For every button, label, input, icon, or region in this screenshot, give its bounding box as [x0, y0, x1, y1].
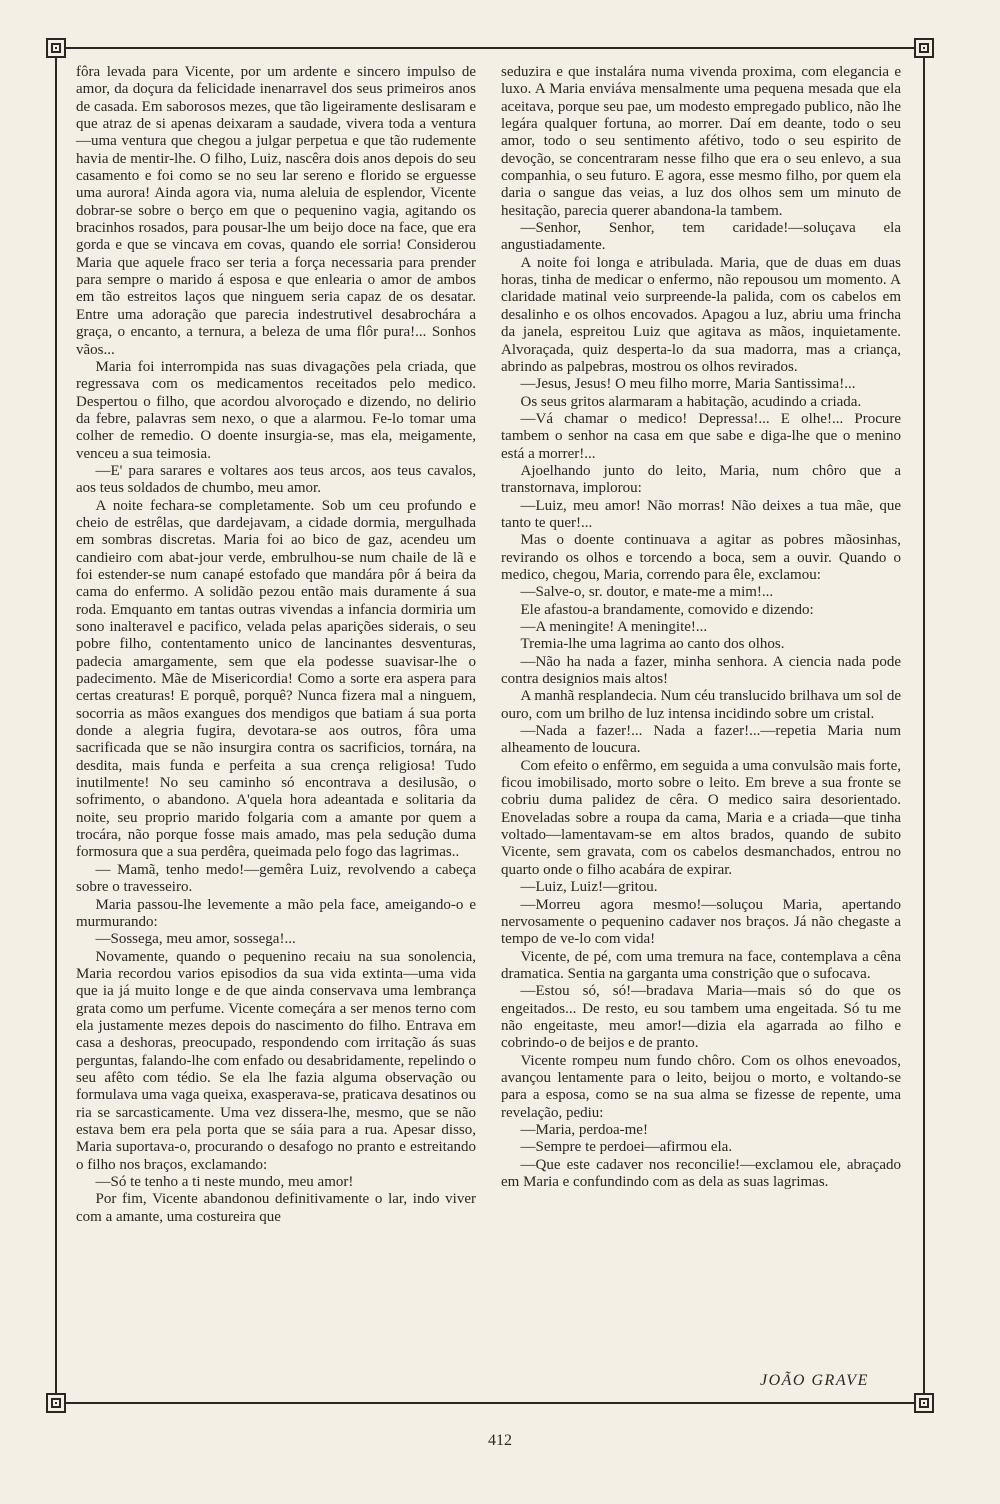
paragraph: —A meningite! A meningite!...	[520, 619, 708, 635]
paragraph: Ajoelhando junto do leito, Maria, num chôro que a transtornava, implorou:	[501, 462, 901, 497]
paragraph: Novamente, quando o pequenino recaiu na sua sonolencia, Maria recordou varios episodios da sua vida extinta—uma vida que ia já muito longe e de que ainda conservava uma lembrança grata como um perfume. Vicente começára a ser menos terno com ela justamente mezes depois do nascimento do filho. Entrava em casa a deshoras, preocupado, respondendo com irritação ás suas perguntas, falando-lhe com enfado ou desabridamente, repelindo o seu afêto com tédio. Se ela lhe fazia alguma observação ou formulava uma vaga queixa, exasperava-se, praticava desatinos ou ria se sarcasticamente. Uma vez dissera-lhe, mesmo, que se não estava bem era pela porta que se sáia para a rua. Apesar disso, Maria suportava-o, procurando o desafogo no pranto e estreitando o filho nos braços, exclamando:	[76, 948, 476, 1173]
paragraph: Maria passou-lhe levemente a mão pela face, ameigando-o e murmurando:	[76, 896, 476, 930]
paragraph: —Luiz, meu amor! Não morras! Não deixes a tua mãe, que tanto te quer!...	[501, 497, 901, 531]
paragraph: — Mamã, tenho medo!—gemêra Luiz, revolvendo a cabeça sobre o travesseiro.	[76, 861, 476, 896]
paragraph: —Sempre te perdoei—afirmou ela.	[520, 1139, 733, 1156]
paragraph: —Que este cadaver nos reconcilie!—exclamou ele, abraçado em Maria e confundindo com as dela as suas lagrimas.	[501, 1156, 901, 1190]
paragraph: —E' para sarares e voltares aos teus arcos, aos teus cavalos, aos teus soldados de chumbo, meu amor.	[76, 462, 476, 497]
frame-bottom-rule	[56, 1402, 924, 1404]
frame-right-rule	[923, 56, 925, 1394]
paragraph: Por fim, Vicente abandonou definitivamente o lar, indo viver com a amante, uma costureira que	[76, 1191, 476, 1225]
corner-ornament-top-right	[914, 38, 934, 58]
page-number: 412	[488, 1432, 512, 1449]
paragraph: —Vá chamar o medico! Depressa!... E olhe!... Procure tambem o senhor na casa em que sabe e diga-lhe que o menino está a morrer!...	[501, 410, 901, 462]
paragraph: seduzira e que instalára numa vivenda proxima, com elegancia e luxo. A Maria enviáva mensalmente uma pequena mesada que ela aceitava, porque seu pae, um modesto empregado publico, não lhe legára qualquer fortuna, ao morrer. Daí em deante, todo o seu amor, todo o seu sentimento afétivo, todo o seu espirito de devoção, se concentraram nesse filho que era o seu enlevo, a sua companhia, o seu futuro. E agora, esse mesmo filho, por quem ela daria o sangue das veias, a luz dos olhos sem um minuto de hesitação, parecia querer abandona-la tambem.	[501, 64, 901, 219]
paragraph: A noite fechara-se completamente. Sob um ceu profundo e cheio de estrêlas, que dardejavam, a cidade dormia, mergulhada em sombras discretas. Maria foi ao bico de gaz, acendeu um candieiro com abat-jour verde, embrulhou-se num chaile de lã e foi estender-se num canapé estofado que mandára pôr á beira da cama do enfermo. A solidão pezou então mais duramente á sua roda. Emquanto em tantas outras vivendas a infancia dormiria um sono inalteravel e pacifico, velada pelas aparições siderais, o seu pobre filho, contentamento unico de lancinantes desventuras, padecia amargamente, sem que ela podesse suavisar-lhe o padecimento. Mãe de Misericordia! Como a sorte era aspera para certas creaturas! E porquê, porquê? Nunca fizera mal a ninguem, socorria as mãos exangues dos mendigos que batiam á sua porta donde a alegria fugira, devotara-se aos outros, fôra uma sacrificada que se não insurgira contra os sacrificios, tornára, na desdita, mais funda e perfeita a sua crença religiosa! Tudo inutilmente! No seu caminho só encontrava a desilusão, o sofrimento, o abandono. A'quela hora adeantada e solitaria da noite, seu proprio marido folgaria com a amante por quem a trocára, não porque fosse mais amado, mas pela sedução duma formosura que a sua perdêra, queimada pelo fogo das lagrimas..	[76, 497, 476, 861]
paragraph: —Maria, perdoa-me!	[520, 1121, 648, 1138]
paragraph: —Jesus, Jesus! O meu filho morre, Maria Santissima!...	[520, 376, 856, 393]
frame-left-rule	[55, 56, 57, 1394]
paragraph: A manhã resplandecia. Num céu translucido brilhava um sol de ouro, com um brilho de luz intensa incidindo sobre um cristal.	[501, 688, 901, 722]
paragraph: —Morreu agora mesmo!—soluçou Maria, apertando nervosamente o pequenino cadaver nos braços. Já não chegaste a tempo de ve-lo com vida!	[501, 896, 901, 948]
paragraph: Maria foi interrompida nas suas divagações pela criada, que regressava com os medicamentos receitados pelo medico. Despertou o filho, que acordou alvoroçado e dizendo, no delirio da febre, palavras sem nexo, o que a alarmou. Fe-lo tomar uma colher de remedio. O doente insurgia-se, mas ela, meigamente, venceu a sua teimosia.	[76, 358, 476, 462]
paragraph: —Nada a fazer!... Nada a fazer!...—repetia Maria num alheamento de loucura.	[501, 723, 901, 757]
paragraph: Tremia-lhe uma lagrima ao canto dos olhos.	[520, 636, 785, 653]
paragraph: Vicente rompeu num fundo chôro. Com os olhos enevoados, avançou lentamente para o leito, beijou o morto, e voltando-se para a esposa, como se na sua alma se fizesse de repente, uma revelação, pediu:	[501, 1052, 901, 1121]
paragraph: Mas o doente continuava a agitar as pobres mãosinhas, revirando os olhos e torcendo a boca, sem a ouvir. Quando o medico, chegou, Maria, correndo para êle, exclamou:	[501, 532, 901, 583]
paragraph: —Salve-o, sr. doutor, e mate-me a mim!...	[520, 584, 774, 601]
paragraph: Ele afastou-a brandamente, comovido e dizendo:	[520, 601, 814, 618]
corner-ornament-bottom-left	[46, 1393, 66, 1413]
right-column	[501, 64, 901, 1191]
paragraph: A noite foi longa e atribulada. Maria, que de duas em duas horas, tinha de medicar o enfermo, não repousou um momento. A claridade matinal veio surpreende-la palida, com os cabelos em desalinho e os olhos encovados. Apagou a luz, abriu uma frincha da janela, espreitou Luiz que agitava as mãos, inquietamente. Alvoraçada, quiz desperta-lo da sua madorra, mas a criança, abrindo as palpebras, mostrou os olhos revirados.	[501, 254, 901, 375]
paragraph: —Sossega, meu amor, sossega!...	[95, 931, 296, 948]
frame-top-rule	[56, 47, 924, 49]
paragraph: —Não ha nada a fazer, minha senhora. A ciencia nada pode contra designios mais altos!	[501, 653, 901, 688]
author-signature: JOÃO GRAVE	[760, 1372, 869, 1389]
paragraph: Com efeito o enfêrmo, em seguida a uma convulsão mais forte, ficou imobilisado, morto sobre o leito. Em breve a sua fronte se cobriu duma palidez de cêra. O medico saira desorientado. Enoveladas sobre a roupa da cama, Maria e a criada—que tinha voltado—lamentavam-se em altos brados, quando de subito Vicente, sem gravata, com os cabelos desmanchados, entrou no quarto onde o filho acabára de expirar.	[501, 757, 901, 878]
paragraph: —Luiz, Luiz!—gritou.	[520, 879, 658, 896]
paragraph: fôra levada para Vicente, por um ardente e sincero impulso de amor, da doçura da felicidade inenarravel dos seus primeiros anos de casada. Em saborosos mezes, que tão ligeiramente deslisaram e que atraz de si apenas deixaram a saudade, vivera toda a ventura—uma ventura que chegou a julgar perpetua e que tão rudemente havia de mentir-lhe. O filho, Luiz, nascêra dois anos depois do seu casamento e foi como se no seu lar sereno e florido se erguesse uma aurora! Ainda agora via, numa aleluia de esplendor, Vicente dobrar-se sobre o berço em que o pequenino vagia, agitando os bracinhos rosados, para pousar-lhe um beijo doce na face, que era gorda e que se vincava em covas, quando ele sorria! Considerou Maria que aquele fraco ser teria a força necessaria para prender para sempre o marido á esposa e que enlearia o amor de ambos em tão estreitos laços que ninguem seria capaz de os desatar. Entre uma adoração que parecia indestrutivel desabrochára a graça, o encanto, a ternura, a beleza de uma flôr pura!... Sonhos vãos...	[76, 64, 476, 358]
corner-ornament-top-left	[46, 38, 66, 58]
paragraph: Vicente, de pé, com uma tremura na face, contemplava a cêna dramatica. Sentia na garganta uma constrição que o sufocava.	[501, 948, 901, 982]
paragraph: Os seus gritos alarmaram a habitação, acudindo a criada.	[520, 393, 862, 410]
paragraph: —Estou só, só!—bradava Maria—mais só do que os engeitados... De resto, eu sou tambem uma engeitada. Só tu me não engeitaste, meu amor!—dizia ela agarrada ao filho e cobrindo-o de beijos e de pranto.	[501, 983, 901, 1052]
paragraph: —Senhor, Senhor, tem caridade!—soluçava ela angustiadamente.	[501, 220, 901, 254]
left-column	[76, 64, 476, 1226]
corner-ornament-bottom-right	[914, 1393, 934, 1413]
paragraph: —Só te tenho a ti neste mundo, meu amor!	[95, 1174, 354, 1190]
